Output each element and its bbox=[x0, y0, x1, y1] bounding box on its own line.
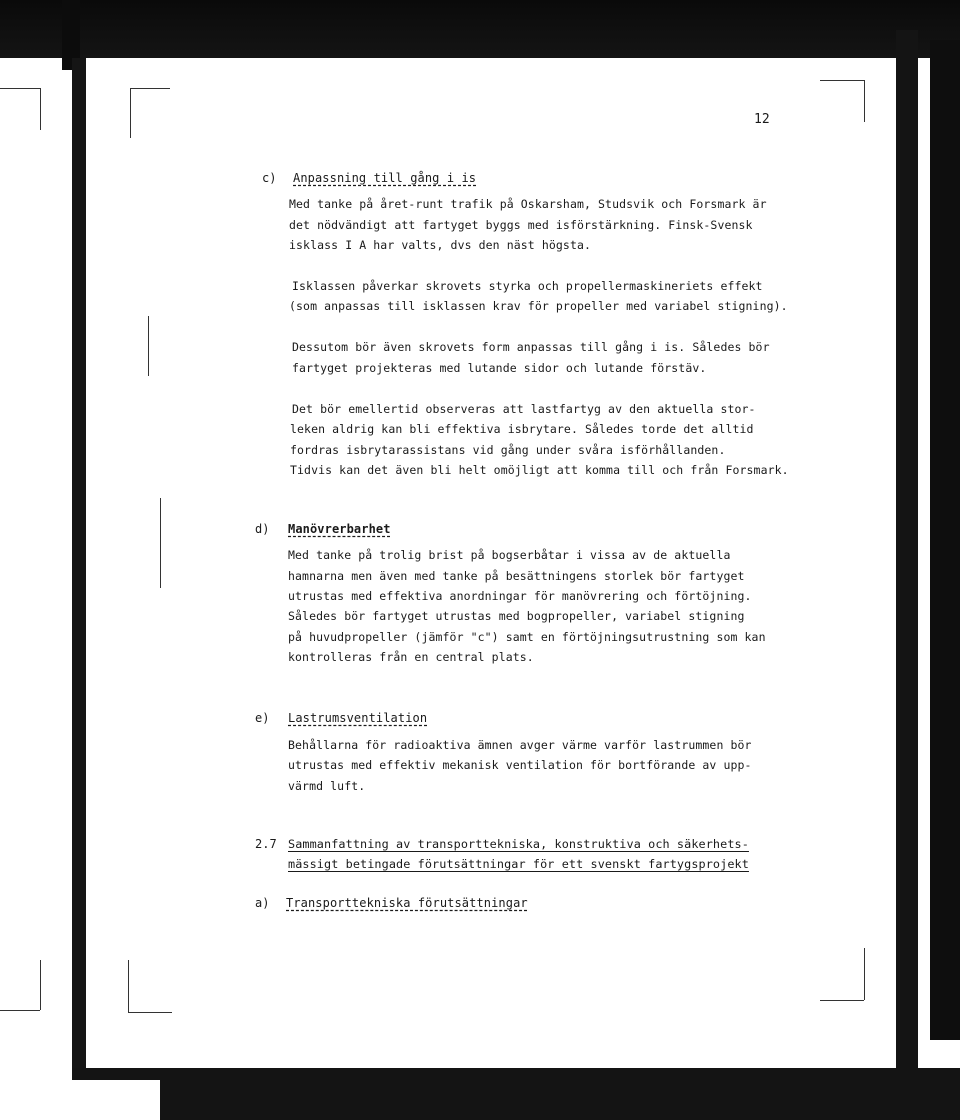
summary-title-line1: Sammanfattning av transporttekniska, konstruktiva och säkerhets- bbox=[288, 837, 749, 851]
text-line: Dessutom bör även skrovets form anpassas till gång i is. Således bör bbox=[292, 340, 770, 354]
section-heading-c: Anpassning till gång i is bbox=[293, 171, 477, 185]
text-line: utrustas med effektiva anordningar för manövrering och förtöjning. bbox=[288, 589, 752, 603]
section-label-c: c) bbox=[262, 171, 277, 185]
crop-mark bbox=[0, 1010, 40, 1011]
text-line: Tidvis kan det även bli helt omöjligt att komma till och från Forsmark. bbox=[290, 463, 789, 477]
scan-border-right bbox=[896, 30, 918, 1080]
text-line: Behållarna för radioaktiva ämnen avger värme varför lastrummen bör bbox=[288, 738, 752, 752]
text-line: (som anpassas till isklassen krav för propeller med variabel stigning). bbox=[289, 299, 788, 313]
margin-line bbox=[160, 498, 161, 588]
section-heading-d: Manövrerbarhet bbox=[288, 522, 391, 536]
crop-mark bbox=[820, 80, 864, 81]
page-number: 12 bbox=[754, 112, 770, 127]
text-line: Isklassen påverkar skrovets styrka och propellermaskineriets effekt bbox=[292, 279, 763, 293]
crop-mark bbox=[40, 88, 41, 130]
crop-mark bbox=[128, 1012, 172, 1013]
scan-border-top bbox=[0, 0, 960, 58]
crop-mark bbox=[0, 88, 40, 89]
section-label-d: d) bbox=[255, 522, 270, 536]
text-line: fordras isbrytarassistans vid gång under svåra isförhållanden. bbox=[290, 443, 726, 457]
subsection-heading-a: Transporttekniska förutsättningar bbox=[286, 896, 528, 910]
scan-border-bottom bbox=[72, 1068, 960, 1120]
text-line: det nödvändigt att fartyget byggs med isförstärkning. Finsk-Svensk bbox=[289, 218, 753, 232]
text-line: leken aldrig kan bli effektiva isbrytare. Således torde det alltid bbox=[290, 422, 754, 436]
scan-border-bottom-gap bbox=[0, 1080, 160, 1120]
text-line: Således bör fartyget utrustas med bogpropeller, variabel stigning bbox=[288, 609, 745, 623]
text-line: utrustas med effektiv mekanisk ventilation för bortförande av upp- bbox=[288, 758, 752, 772]
text-line: kontrolleras från en central plats. bbox=[288, 650, 534, 664]
text-line: fartyget projekteras med lutande sidor och lutande förstäv. bbox=[292, 361, 707, 375]
crop-mark bbox=[864, 948, 865, 1000]
text-line: värmd luft. bbox=[288, 779, 366, 793]
text-line: hamnarna men även med tanke på besättningens storlek bör fartyget bbox=[288, 569, 745, 583]
crop-mark bbox=[128, 960, 129, 1012]
text-line: Med tanke på trolig brist på bogserbåtar i vissa av de aktuella bbox=[288, 548, 731, 562]
crop-mark bbox=[130, 88, 170, 89]
text-line: isklass I A har valts, dvs den näst högsta. bbox=[289, 238, 592, 252]
crop-mark bbox=[820, 1000, 864, 1001]
scan-border-right-outer bbox=[930, 40, 960, 1040]
crop-mark bbox=[130, 88, 131, 138]
section-label-e: e) bbox=[255, 711, 270, 725]
summary-number: 2.7 bbox=[255, 837, 277, 851]
crop-mark bbox=[864, 80, 865, 122]
summary-title-line2: mässigt betingade förutsättningar för ett svenskt fartygsprojekt bbox=[288, 857, 749, 871]
subsection-label-a: a) bbox=[255, 896, 270, 910]
text-line: på huvudpropeller (jämför "c") samt en förtöjningsutrustning som kan bbox=[288, 630, 766, 644]
text-line: Det bör emellertid observeras att lastfartyg av den aktuella stor- bbox=[292, 402, 756, 416]
scan-border-left bbox=[72, 58, 86, 1068]
text-line: Med tanke på året-runt trafik på Oskarsham, Studsvik och Forsmark är bbox=[289, 197, 767, 211]
crop-mark bbox=[40, 960, 41, 1010]
section-heading-e: Lastrumsventilation bbox=[288, 711, 428, 725]
margin-line bbox=[148, 316, 149, 376]
